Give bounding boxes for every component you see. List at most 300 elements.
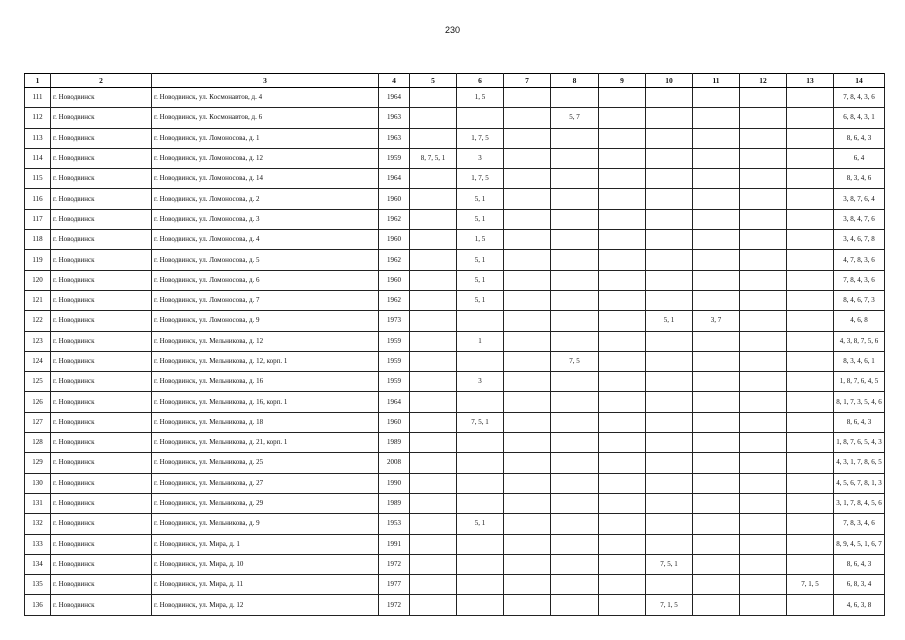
locality-cell: г. Новодвинск [51,473,152,493]
column-header-6: 6 [457,74,504,88]
col14-cell: 4, 7, 8, 3, 6 [834,250,885,270]
year-cell: 1989 [379,433,410,453]
col7-cell [504,493,551,513]
col10-cell [646,514,693,534]
col11-cell [693,453,740,473]
col5-cell [410,514,457,534]
col5-cell [410,311,457,331]
locality-cell: г. Новодвинск [51,493,152,513]
col12-cell [740,189,787,209]
year-cell: 2008 [379,453,410,473]
locality-cell: г. Новодвинск [51,351,152,371]
col10-cell: 7, 5, 1 [646,554,693,574]
col7-cell [504,575,551,595]
col12-cell [740,534,787,554]
row-number-cell: 133 [25,534,51,554]
col9-cell [599,250,646,270]
col6-cell [457,534,504,554]
col7-cell [504,88,551,108]
col9-cell [599,433,646,453]
locality-cell: г. Новодвинск [51,392,152,412]
col14-cell: 3, 4, 6, 7, 8 [834,230,885,250]
col5-cell [410,554,457,574]
table-row [25,595,885,615]
table-row [25,351,885,371]
col11-cell [693,290,740,310]
year-cell: 1972 [379,554,410,574]
locality-cell: г. Новодвинск [51,331,152,351]
table-row [25,209,885,229]
year-cell: 1959 [379,372,410,392]
locality-cell: г. Новодвинск [51,169,152,189]
col8-cell: 5, 7 [551,108,599,128]
year-cell: 1989 [379,493,410,513]
col5-cell [410,595,457,615]
col5-cell [410,108,457,128]
col5-cell [410,209,457,229]
col13-cell [787,351,834,371]
col6-cell [457,595,504,615]
col9-cell [599,290,646,310]
col8-cell [551,148,599,168]
col12-cell [740,554,787,574]
col6-cell [457,351,504,371]
col9-cell [599,189,646,209]
registry-table [24,73,885,616]
address-cell: г. Новодвинск, ул. Мельникова, д. 16, корп. 1 [152,392,379,412]
row-number-cell: 127 [25,412,51,432]
col8-cell: 7, 5 [551,351,599,371]
col7-cell [504,290,551,310]
row-number-cell: 111 [25,88,51,108]
col12-cell [740,108,787,128]
col13-cell [787,534,834,554]
col12-cell [740,433,787,453]
table-row [25,453,885,473]
col8-cell [551,554,599,574]
col5-cell [410,392,457,412]
table-row [25,108,885,128]
col13-cell [787,493,834,513]
col13-cell [787,230,834,250]
col10-cell [646,250,693,270]
table-row [25,412,885,432]
col5-cell [410,473,457,493]
col11-cell [693,230,740,250]
col12-cell [740,270,787,290]
col12-cell [740,351,787,371]
col7-cell [504,209,551,229]
col14-cell: 7, 8, 4, 3, 6 [834,88,885,108]
address-cell: г. Новодвинск, ул. Ломоносова, д. 4 [152,230,379,250]
col7-cell [504,108,551,128]
col10-cell [646,290,693,310]
col6-cell [457,473,504,493]
col13-cell [787,473,834,493]
col5-cell [410,351,457,371]
address-cell: г. Новодвинск, ул. Ломоносова, д. 2 [152,189,379,209]
row-number-cell: 120 [25,270,51,290]
column-header-9: 9 [599,74,646,88]
column-header-11: 11 [693,74,740,88]
col7-cell [504,331,551,351]
col11-cell [693,189,740,209]
year-cell: 1960 [379,230,410,250]
column-header-8: 8 [551,74,599,88]
address-cell: г. Новодвинск, ул. Мира, д. 12 [152,595,379,615]
col5-cell [410,493,457,513]
year-cell: 1964 [379,88,410,108]
col10-cell [646,453,693,473]
col13-cell [787,250,834,270]
col10-cell [646,351,693,371]
row-number-cell: 114 [25,148,51,168]
col8-cell [551,169,599,189]
col7-cell [504,372,551,392]
col6-cell: 5, 1 [457,290,504,310]
col6-cell: 1, 7, 5 [457,169,504,189]
col13-cell [787,554,834,574]
col12-cell [740,230,787,250]
year-cell: 1962 [379,209,410,229]
col11-cell [693,169,740,189]
column-header-5: 5 [410,74,457,88]
col8-cell [551,392,599,412]
table-row [25,392,885,412]
year-cell: 1960 [379,270,410,290]
col13-cell [787,595,834,615]
row-number-cell: 113 [25,128,51,148]
col9-cell [599,392,646,412]
col11-cell [693,209,740,229]
address-cell: г. Новодвинск, ул. Мира, д. 1 [152,534,379,554]
col9-cell [599,473,646,493]
col5-cell [410,372,457,392]
address-cell: г. Новодвинск, ул. Мельникова, д. 16 [152,372,379,392]
col9-cell [599,311,646,331]
col6-cell [457,453,504,473]
col11-cell [693,331,740,351]
locality-cell: г. Новодвинск [51,230,152,250]
year-cell: 1959 [379,148,410,168]
locality-cell: г. Новодвинск [51,108,152,128]
col14-cell: 8, 9, 4, 5, 1, 6, 7 [834,534,885,554]
col7-cell [504,453,551,473]
col6-cell: 1, 5 [457,230,504,250]
col10-cell [646,148,693,168]
locality-cell: г. Новодвинск [51,128,152,148]
locality-cell: г. Новодвинск [51,554,152,574]
col7-cell [504,311,551,331]
col8-cell [551,372,599,392]
col6-cell: 1 [457,331,504,351]
col11-cell [693,412,740,432]
address-cell: г. Новодвинск, ул. Мельникова, д. 21, корп. 1 [152,433,379,453]
address-cell: г. Новодвинск, ул. Мельникова, д. 12 [152,331,379,351]
col12-cell [740,209,787,229]
address-cell: г. Новодвинск, ул. Мельникова, д. 9 [152,514,379,534]
col10-cell [646,433,693,453]
year-cell: 1972 [379,595,410,615]
locality-cell: г. Новодвинск [51,453,152,473]
col12-cell [740,412,787,432]
table-row [25,169,885,189]
col8-cell [551,270,599,290]
table-row [25,148,885,168]
row-number-cell: 135 [25,575,51,595]
col8-cell [551,534,599,554]
col5-cell [410,88,457,108]
column-header-7: 7 [504,74,551,88]
col10-cell [646,534,693,554]
col9-cell [599,351,646,371]
col6-cell: 7, 5, 1 [457,412,504,432]
row-number-cell: 118 [25,230,51,250]
col10-cell [646,209,693,229]
col8-cell [551,88,599,108]
col10-cell [646,169,693,189]
locality-cell: г. Новодвинск [51,575,152,595]
table-row [25,534,885,554]
column-header-3: 3 [152,74,379,88]
col8-cell [551,473,599,493]
col12-cell [740,453,787,473]
col6-cell [457,108,504,128]
address-cell: г. Новодвинск, ул. Ломоносова, д. 9 [152,311,379,331]
col12-cell [740,575,787,595]
table-row [25,433,885,453]
col12-cell [740,392,787,412]
row-number-cell: 122 [25,311,51,331]
col6-cell: 5, 1 [457,189,504,209]
year-cell: 1991 [379,534,410,554]
col12-cell [740,148,787,168]
locality-cell: г. Новодвинск [51,209,152,229]
col12-cell [740,493,787,513]
col5-cell [410,412,457,432]
locality-cell: г. Новодвинск [51,290,152,310]
col10-cell [646,493,693,513]
year-cell: 1964 [379,169,410,189]
col6-cell: 5, 1 [457,250,504,270]
column-header-1: 1 [25,74,51,88]
col8-cell [551,514,599,534]
col11-cell [693,433,740,453]
col10-cell: 5, 1 [646,311,693,331]
row-number-cell: 134 [25,554,51,574]
col11-cell [693,473,740,493]
col5-cell [410,575,457,595]
row-number-cell: 123 [25,331,51,351]
col10-cell [646,88,693,108]
year-cell: 1963 [379,128,410,148]
col12-cell [740,290,787,310]
locality-cell: г. Новодвинск [51,250,152,270]
col7-cell [504,534,551,554]
col9-cell [599,554,646,574]
col14-cell: 8, 6, 4, 3 [834,412,885,432]
col10-cell [646,230,693,250]
col10-cell [646,331,693,351]
table-row [25,189,885,209]
col8-cell [551,412,599,432]
col6-cell: 1, 5 [457,88,504,108]
col11-cell [693,514,740,534]
col9-cell [599,169,646,189]
col6-cell [457,554,504,574]
locality-cell: г. Новодвинск [51,270,152,290]
col9-cell [599,575,646,595]
col10-cell [646,412,693,432]
col9-cell [599,412,646,432]
year-cell: 1960 [379,412,410,432]
col5-cell [410,433,457,453]
table-row [25,493,885,513]
column-header-10: 10 [646,74,693,88]
col11-cell [693,534,740,554]
col11-cell [693,148,740,168]
col5-cell [410,453,457,473]
col11-cell [693,250,740,270]
col13-cell [787,311,834,331]
page-number: 230 [444,25,461,35]
locality-cell: г. Новодвинск [51,595,152,615]
col14-cell: 6, 4 [834,148,885,168]
address-cell: г. Новодвинск, ул. Ломоносова, д. 7 [152,290,379,310]
address-cell: г. Новодвинск, ул. Ломоносова, д. 14 [152,169,379,189]
col9-cell [599,534,646,554]
col14-cell: 7, 8, 3, 4, 6 [834,514,885,534]
col6-cell: 5, 1 [457,514,504,534]
col14-cell: 8, 3, 4, 6 [834,169,885,189]
col7-cell [504,554,551,574]
col13-cell [787,412,834,432]
col9-cell [599,372,646,392]
table-row [25,270,885,290]
address-cell: г. Новодвинск, ул. Ломоносова, д. 3 [152,209,379,229]
col8-cell [551,493,599,513]
col12-cell [740,250,787,270]
row-number-cell: 126 [25,392,51,412]
column-header-12: 12 [740,74,787,88]
col12-cell [740,311,787,331]
address-cell: г. Новодвинск, ул. Ломоносова, д. 12 [152,148,379,168]
year-cell: 1959 [379,351,410,371]
row-number-cell: 132 [25,514,51,534]
col11-cell [693,128,740,148]
col12-cell [740,331,787,351]
row-number-cell: 131 [25,493,51,513]
col7-cell [504,270,551,290]
col14-cell: 3, 8, 4, 7, 6 [834,209,885,229]
col7-cell [504,392,551,412]
column-header-2: 2 [51,74,152,88]
col12-cell [740,169,787,189]
col13-cell: 7, 1, 5 [787,575,834,595]
col11-cell [693,493,740,513]
col7-cell [504,473,551,493]
col12-cell [740,514,787,534]
locality-cell: г. Новодвинск [51,88,152,108]
col9-cell [599,209,646,229]
locality-cell: г. Новодвинск [51,148,152,168]
col10-cell: 7, 1, 5 [646,595,693,615]
col5-cell: 8, 7, 5, 1 [410,148,457,168]
year-cell: 1962 [379,250,410,270]
row-number-cell: 112 [25,108,51,128]
col9-cell [599,148,646,168]
col13-cell [787,88,834,108]
col12-cell [740,88,787,108]
col9-cell [599,108,646,128]
table-body [25,88,885,616]
row-number-cell: 116 [25,189,51,209]
address-cell: г. Новодвинск, ул. Космонавтов, д. 6 [152,108,379,128]
col11-cell [693,270,740,290]
table-row [25,514,885,534]
col11-cell [693,108,740,128]
col6-cell [457,392,504,412]
col9-cell [599,128,646,148]
col14-cell: 8, 1, 7, 3, 5, 4, 6 [834,392,885,412]
col13-cell [787,148,834,168]
address-cell: г. Новодвинск, ул. Ломоносова, д. 1 [152,128,379,148]
col5-cell [410,270,457,290]
col11-cell [693,88,740,108]
table-row [25,331,885,351]
col8-cell [551,230,599,250]
table-header-row [25,74,885,88]
col14-cell: 1, 8, 7, 6, 4, 5 [834,372,885,392]
address-cell: г. Новодвинск, ул. Мира, д. 10 [152,554,379,574]
col9-cell [599,88,646,108]
address-cell: г. Новодвинск, ул. Мельникова, д. 12, корп. 1 [152,351,379,371]
col14-cell: 4, 6, 8 [834,311,885,331]
address-cell: г. Новодвинск, ул. Ломоносова, д. 6 [152,270,379,290]
col12-cell [740,128,787,148]
col9-cell [599,493,646,513]
address-cell: г. Новодвинск, ул. Мельникова, д. 27 [152,473,379,493]
row-number-cell: 119 [25,250,51,270]
col6-cell: 5, 1 [457,270,504,290]
col5-cell [410,128,457,148]
locality-cell: г. Новодвинск [51,412,152,432]
address-cell: г. Новодвинск, ул. Космонавтов, д. 4 [152,88,379,108]
row-number-cell: 117 [25,209,51,229]
col12-cell [740,473,787,493]
col14-cell: 4, 6, 3, 8 [834,595,885,615]
col7-cell [504,148,551,168]
row-number-cell: 136 [25,595,51,615]
year-cell: 1953 [379,514,410,534]
row-number-cell: 128 [25,433,51,453]
col11-cell [693,575,740,595]
col14-cell: 4, 3, 1, 7, 8, 6, 5 [834,453,885,473]
col12-cell [740,595,787,615]
col5-cell [410,169,457,189]
col12-cell [740,372,787,392]
col11-cell [693,372,740,392]
col13-cell [787,433,834,453]
col5-cell [410,189,457,209]
col13-cell [787,169,834,189]
col13-cell [787,270,834,290]
col9-cell [599,453,646,473]
col14-cell: 6, 8, 3, 4 [834,575,885,595]
table-row [25,575,885,595]
row-number-cell: 124 [25,351,51,371]
col13-cell [787,392,834,412]
